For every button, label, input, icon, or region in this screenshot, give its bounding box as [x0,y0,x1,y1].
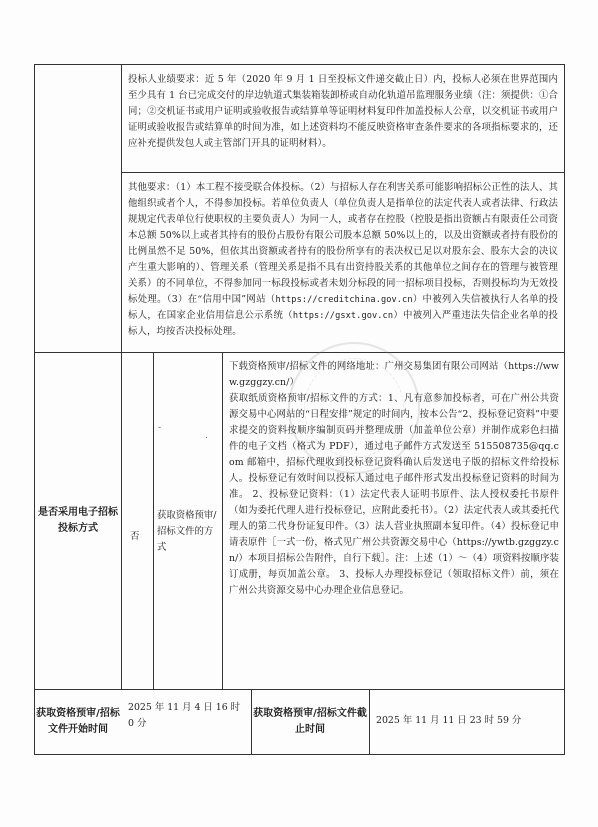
end-time-label: 获取资格预审/招标文件截止时间 [253,708,367,735]
electronic-bidding-label: 是否采用电子招标投标方式 [38,507,118,534]
row-divider [34,352,565,353]
end-time-value: 2025 年 11 月 11 日 23 时 59 分 [376,715,522,726]
start-time-value: 2025 年 11 月 4 日 16 时 0 分 [128,702,241,729]
row-divider [34,689,565,690]
dot-mark: . [205,430,208,441]
other-requirements-part: ）中被列入严重违法失信企业名单的投标人，均按否决投标处理。 [128,310,558,337]
paper-obtain-method-text: 获取纸质资格预审/招标文件的方式：1、凡有意参加投标者，可在广州公共资源交易中心网站的“日程安排”规定的时间内，按本公告“2、投标登记资料”中要求提交的资料按顺序编制页码并整理成册（加盖单位公章）并制作成彩色扫描件的电子文档（格式为 PDF），通过电子邮件方式发送至 515508735@qq.com 邮箱中，招标代理收到投标登记资料确认后发送电子版的招标文件给投标人。投标登记有效时间以投标人通过电子邮件形式发出投标登记资料的时间为准。 2、投标登记资料：（1）法定代表人证明书原件、法人授权委托书原件（如为委托代理人进行投标登记，应附此委托书）。（2）法定代表人或其委托代理人的第二代身份证复印件。（3）法人营业执照副本复印件。（4）投标登记申请表原件［一式一份，格式见广州公共资源交易中心（https://ywtb.gzggzy.cn/）本项目招标公告附件，自行下载］。注：上述（1）～（4）项资料按顺序装订成册，每页加盖公章。 3、投标人办理投标登记（领取招标文件）前，须在广州公共资源交易中心办理企业信息登记。 [229,393,559,596]
dash-mark: - [158,422,162,433]
other-requirements-part: ）中被列入失信被执行人名单的投标人，在国家企业信用信息公示系统（ [128,294,558,321]
col-divider [153,352,154,689]
electronic-bidding-value: 否 [130,531,140,542]
col-divider [369,689,370,755]
gsxt-url: https://gsxt.gov.cn [292,311,394,321]
start-time-label: 获取资格预审/招标文件开始时间 [36,708,120,735]
col-divider [121,64,122,689]
other-requirements-part: 其他要求：（1）本工程不接受联合体投标。（2）与招标人存在利害关系可能影响招标公正性的法人、其他组织或者个人，不得参加投标。若单位负责人（单位负责人是指单位的法定代表人或者法律、行政法规规定代表单位行使职权的主要负责人）为同一人，或者存在控股（控股是指出资额占有限责任公司资本总额 50%以上或者其持有的股份占股份有限公司股本总额 50%以上的，以及出资额或者持有股份的比例虽然不足 50%，但依其出资额或者持有的股份所享有的表决权已足以对股东会、股东大会的决议产生重大影响的）、管理关系（管理关系是指不具有出资持股关系的其他单位之间存在的管理与被管理关系）的不同单位，不得参加同一标段投标或者未划分标段的同一招标项目投标，否则投标均为无效投标处理。（3）在“信用中国”网站（ [128,182,558,305]
col-divider [222,352,223,689]
obtain-method-label: 获取资格预审/招标文件的方式 [157,510,217,553]
row-divider [121,172,565,173]
download-url-text: 下载资格预审/招标文件的网络地址：广州交易集团有限公司网站（https://www.gzggzy.cn/） [229,361,559,388]
performance-requirement-text: 投标人业绩要求：近 5 年（2020 年 9 月 1 日至投标文件递交截止日）内，投标人必须在世界范围内至少具有 1 台已完成交付的岸边轨道式集装箱装卸桥或自动化轨道吊监理服务业绩（注：须提供：①合同；②交机证书或用户证明或验收报告或结算单等证明材料复印件加盖投标人公章，以交机证书或用户证明或验收报告或结算单的时间为准，如上述资料均不能反映资格审查条件要求的各项指标要求的，还应补充提供发包人或主管部门开具的证明材料）。 [128,74,558,149]
col-divider [251,689,252,755]
other-requirements-text [128,180,558,340]
creditchina-url: https://creditchina.gov.cn [275,295,413,305]
